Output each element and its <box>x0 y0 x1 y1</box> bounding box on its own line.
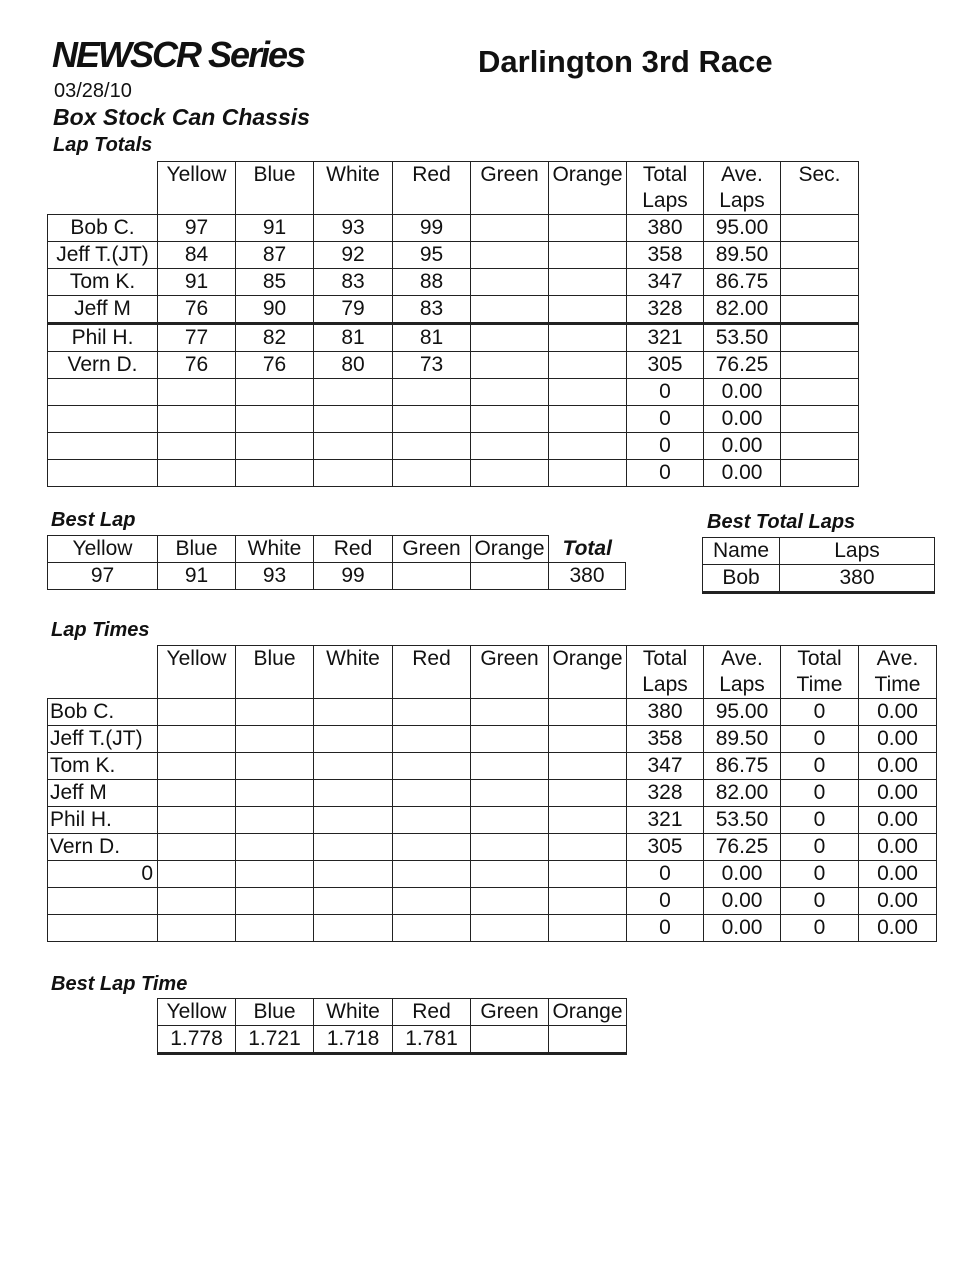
table-cell: 0.00 <box>704 460 781 487</box>
table-cell: 91 <box>236 215 314 242</box>
table-cell <box>158 406 236 433</box>
table-row <box>48 269 859 296</box>
table-cell: 97 <box>48 563 158 590</box>
table-cell: 0 <box>781 753 859 780</box>
racer-name <box>48 888 158 915</box>
table-cell: 93 <box>236 563 314 590</box>
table-cell: 0 <box>781 861 859 888</box>
table-cell: 83 <box>314 269 393 296</box>
table-cell: 0 <box>627 379 704 406</box>
table-cell <box>549 699 627 726</box>
table-cell <box>236 433 314 460</box>
column-header: Sec. <box>781 162 859 215</box>
table-row <box>48 888 937 915</box>
table-cell <box>236 915 314 942</box>
table-cell <box>158 888 236 915</box>
table-cell <box>549 242 627 269</box>
racer-name: Tom K. <box>48 269 158 296</box>
table-cell: 0.00 <box>859 834 937 861</box>
column-header: Blue <box>236 646 314 699</box>
table-cell: 95.00 <box>704 215 781 242</box>
table-cell: 0 <box>627 915 704 942</box>
table-cell <box>471 861 549 888</box>
racer-name <box>48 379 158 406</box>
table-cell <box>393 915 471 942</box>
table-cell: 0 <box>627 406 704 433</box>
table-cell: 1.778 <box>158 1026 236 1054</box>
table-cell <box>781 433 859 460</box>
table-cell: 92 <box>314 242 393 269</box>
column-header: Name <box>703 538 780 565</box>
table-cell: 380 <box>780 565 935 593</box>
table-cell: 86.75 <box>704 753 781 780</box>
table-cell <box>158 379 236 406</box>
best-total-laps-table <box>702 537 935 594</box>
table-cell: 0 <box>627 888 704 915</box>
table-cell <box>158 753 236 780</box>
table-cell: 0 <box>781 834 859 861</box>
table-cell <box>471 726 549 753</box>
table-cell <box>471 780 549 807</box>
table-cell <box>549 324 627 352</box>
table-cell <box>393 726 471 753</box>
table-cell <box>236 726 314 753</box>
table-cell <box>471 352 549 379</box>
racer-name: Bob C. <box>48 215 158 242</box>
column-header: White <box>314 646 393 699</box>
table-cell: 380 <box>627 699 704 726</box>
column-header: Ave. Laps <box>704 162 781 215</box>
table-row <box>48 296 859 324</box>
column-header: Orange <box>549 646 627 699</box>
column-header: Blue <box>236 999 314 1026</box>
column-header: White <box>236 536 314 563</box>
best-lap-table <box>47 535 626 590</box>
table-cell <box>158 807 236 834</box>
table-cell: 1.718 <box>314 1026 393 1054</box>
table-cell <box>393 780 471 807</box>
table-cell: 93 <box>314 215 393 242</box>
class-title: Box Stock Can Chassis <box>53 104 310 130</box>
table-cell: 1.781 <box>393 1026 471 1054</box>
table-cell: 0.00 <box>859 726 937 753</box>
race-title: Darlington 3rd Race <box>478 44 773 79</box>
table-cell <box>781 460 859 487</box>
table-cell: 0.00 <box>859 780 937 807</box>
table-row <box>48 563 626 590</box>
column-header: Yellow <box>158 646 236 699</box>
table-cell: 0 <box>781 915 859 942</box>
table-cell: 80 <box>314 352 393 379</box>
table-cell <box>471 406 549 433</box>
table-cell: 0.00 <box>859 699 937 726</box>
table-cell: 89.50 <box>704 242 781 269</box>
table-cell <box>471 460 549 487</box>
table-cell: 347 <box>627 269 704 296</box>
racer-name <box>48 433 158 460</box>
racer-name: Jeff T.(JT) <box>48 242 158 269</box>
table-cell: 305 <box>627 834 704 861</box>
table-cell <box>236 834 314 861</box>
table-cell <box>393 433 471 460</box>
table-cell <box>549 1026 627 1054</box>
best-lap-time-heading: Best Lap Time <box>51 973 188 995</box>
racer-name <box>48 406 158 433</box>
table-cell: 305 <box>627 352 704 379</box>
table-cell <box>158 834 236 861</box>
column-header: Yellow <box>158 162 236 215</box>
table-cell <box>314 834 393 861</box>
table-cell <box>781 406 859 433</box>
table-row <box>48 726 937 753</box>
table-cell <box>236 753 314 780</box>
table-row <box>48 215 859 242</box>
table-cell <box>393 861 471 888</box>
table-cell: 0.00 <box>704 888 781 915</box>
table-cell: 0 <box>627 460 704 487</box>
table-cell: 76 <box>158 352 236 379</box>
table-cell: 79 <box>314 296 393 324</box>
series-title: NEWSCR Series <box>52 34 305 75</box>
table-cell <box>158 460 236 487</box>
table-cell <box>471 807 549 834</box>
table-cell <box>158 699 236 726</box>
table-cell: 76.25 <box>704 352 781 379</box>
table-cell: 0 <box>781 888 859 915</box>
lap-times-table <box>47 645 937 942</box>
table-cell <box>471 433 549 460</box>
table-cell: 88 <box>393 269 471 296</box>
table-cell <box>158 915 236 942</box>
table-cell <box>549 352 627 379</box>
table-row <box>158 1026 627 1054</box>
table-cell <box>781 379 859 406</box>
column-header: White <box>314 999 393 1026</box>
table-row <box>703 565 935 593</box>
table-cell <box>314 861 393 888</box>
table-row <box>48 780 937 807</box>
racer-name: Tom K. <box>48 753 158 780</box>
table-cell: 0 <box>627 861 704 888</box>
column-header: Laps <box>780 538 935 565</box>
table-cell <box>471 242 549 269</box>
lap-times-heading: Lap Times <box>51 619 150 641</box>
table-cell: 84 <box>158 242 236 269</box>
table-cell <box>393 379 471 406</box>
best-lap-time-table <box>157 998 627 1055</box>
table-cell: 0 <box>781 807 859 834</box>
table-row <box>48 861 937 888</box>
table-row <box>48 242 859 269</box>
table-cell: 85 <box>236 269 314 296</box>
column-header: Red <box>393 646 471 699</box>
table-cell: 0.00 <box>859 861 937 888</box>
table-cell <box>781 242 859 269</box>
racer-name: 0 <box>48 861 158 888</box>
table-cell: 81 <box>314 324 393 352</box>
best-total-laps-heading: Best Total Laps <box>707 511 856 533</box>
table-cell: 99 <box>314 563 393 590</box>
table-cell <box>471 215 549 242</box>
racer-name: Jeff M <box>48 780 158 807</box>
table-cell: 0.00 <box>859 888 937 915</box>
table-cell <box>314 406 393 433</box>
table-cell <box>781 269 859 296</box>
table-row <box>48 379 859 406</box>
table-cell <box>314 915 393 942</box>
table-cell <box>781 352 859 379</box>
table-cell <box>549 379 627 406</box>
table-cell: 0 <box>781 780 859 807</box>
table-cell: 321 <box>627 324 704 352</box>
table-cell: 0 <box>781 726 859 753</box>
racer-name: Vern D. <box>48 834 158 861</box>
table-cell <box>471 915 549 942</box>
column-header: Red <box>314 536 393 563</box>
table-cell <box>549 753 627 780</box>
table-cell <box>393 699 471 726</box>
table-cell: 0.00 <box>859 915 937 942</box>
racer-name: Phil H. <box>48 807 158 834</box>
column-header: Blue <box>158 536 236 563</box>
lap-totals-heading: Lap Totals <box>53 134 153 156</box>
table-cell <box>314 753 393 780</box>
table-cell: 1.721 <box>236 1026 314 1054</box>
table-row <box>48 915 937 942</box>
table-cell: 91 <box>158 269 236 296</box>
table-cell: 0.00 <box>859 807 937 834</box>
table-cell <box>549 269 627 296</box>
table-cell: 328 <box>627 780 704 807</box>
table-cell: 53.50 <box>704 324 781 352</box>
column-header: Red <box>393 162 471 215</box>
column-header: Blue <box>236 162 314 215</box>
table-cell <box>236 888 314 915</box>
table-cell: 0.00 <box>859 753 937 780</box>
table-cell: 380 <box>627 215 704 242</box>
table-cell: 73 <box>393 352 471 379</box>
table-cell: 87 <box>236 242 314 269</box>
table-cell <box>314 699 393 726</box>
table-cell: 89.50 <box>704 726 781 753</box>
table-cell: 91 <box>158 563 236 590</box>
table-cell: 82.00 <box>704 296 781 324</box>
racer-name: Vern D. <box>48 352 158 379</box>
table-cell: 321 <box>627 807 704 834</box>
table-cell <box>393 888 471 915</box>
table-row <box>48 834 937 861</box>
table-cell: 76 <box>158 296 236 324</box>
column-header: Green <box>471 999 549 1026</box>
lap-totals-table <box>47 161 859 487</box>
table-cell: 358 <box>627 726 704 753</box>
table-cell <box>471 753 549 780</box>
table-row <box>48 807 937 834</box>
table-cell <box>549 780 627 807</box>
table-cell <box>158 780 236 807</box>
table-cell: 0.00 <box>704 433 781 460</box>
table-row <box>48 406 859 433</box>
table-cell: 81 <box>393 324 471 352</box>
table-cell <box>236 861 314 888</box>
table-cell: 358 <box>627 242 704 269</box>
table-cell <box>549 726 627 753</box>
column-header: Orange <box>549 999 627 1026</box>
column-header: Orange <box>549 162 627 215</box>
table-cell <box>314 780 393 807</box>
table-cell <box>471 699 549 726</box>
table-cell <box>393 563 471 590</box>
table-cell: 380 <box>549 563 626 590</box>
table-cell <box>471 888 549 915</box>
table-cell <box>314 888 393 915</box>
table-cell <box>549 915 627 942</box>
column-header: Green <box>471 162 549 215</box>
table-cell <box>549 433 627 460</box>
table-cell <box>471 1026 549 1054</box>
table-cell <box>781 296 859 324</box>
table-cell <box>236 406 314 433</box>
table-cell: 76 <box>236 352 314 379</box>
table-cell <box>549 296 627 324</box>
table-cell <box>314 460 393 487</box>
corner-cell <box>48 162 158 215</box>
table-cell <box>781 324 859 352</box>
racer-name: Phil H. <box>48 324 158 352</box>
column-header: Ave. Time <box>859 646 937 699</box>
column-header: Yellow <box>48 536 158 563</box>
table-cell: 77 <box>158 324 236 352</box>
table-cell: 95.00 <box>704 699 781 726</box>
table-cell <box>236 780 314 807</box>
table-cell <box>549 215 627 242</box>
table-cell: 76.25 <box>704 834 781 861</box>
table-cell <box>549 888 627 915</box>
table-cell <box>549 834 627 861</box>
table-cell: 347 <box>627 753 704 780</box>
table-row <box>48 753 937 780</box>
table-cell: 95 <box>393 242 471 269</box>
table-row <box>48 324 859 352</box>
table-cell: 0 <box>781 699 859 726</box>
table-cell: 99 <box>393 215 471 242</box>
table-cell: 82 <box>236 324 314 352</box>
table-cell <box>314 807 393 834</box>
table-cell: 0.00 <box>704 406 781 433</box>
best-lap-heading: Best Lap <box>51 509 136 531</box>
column-header: Ave. Laps <box>704 646 781 699</box>
racer-name: Jeff T.(JT) <box>48 726 158 753</box>
table-cell <box>781 215 859 242</box>
racer-name <box>48 460 158 487</box>
table-row <box>48 433 859 460</box>
table-cell <box>549 460 627 487</box>
table-cell: 53.50 <box>704 807 781 834</box>
column-header: Total Laps <box>627 162 704 215</box>
table-cell <box>393 834 471 861</box>
racer-name <box>48 915 158 942</box>
racer-name: Jeff M <box>48 296 158 324</box>
column-header: Orange <box>471 536 549 563</box>
table-row <box>48 699 937 726</box>
table-cell <box>471 269 549 296</box>
table-cell <box>549 807 627 834</box>
table-cell <box>549 861 627 888</box>
table-cell <box>471 296 549 324</box>
column-header: White <box>314 162 393 215</box>
table-cell: Bob <box>703 565 780 593</box>
table-cell <box>236 460 314 487</box>
race-date: 03/28/10 <box>54 80 132 102</box>
table-cell <box>236 379 314 406</box>
table-cell <box>393 807 471 834</box>
table-cell: 97 <box>158 215 236 242</box>
table-cell: 0.00 <box>704 379 781 406</box>
table-cell: 328 <box>627 296 704 324</box>
table-cell <box>471 379 549 406</box>
table-cell <box>393 753 471 780</box>
column-header: Total Laps <box>627 646 704 699</box>
table-cell: 0.00 <box>704 915 781 942</box>
corner-cell <box>48 646 158 699</box>
table-cell <box>314 726 393 753</box>
table-cell: 0 <box>627 433 704 460</box>
racer-name: Bob C. <box>48 699 158 726</box>
table-cell: 90 <box>236 296 314 324</box>
table-cell <box>393 460 471 487</box>
table-cell <box>471 834 549 861</box>
table-cell <box>158 726 236 753</box>
table-cell: 82.00 <box>704 780 781 807</box>
table-cell: 86.75 <box>704 269 781 296</box>
table-cell <box>236 699 314 726</box>
column-header: Total Time <box>781 646 859 699</box>
table-row <box>48 352 859 379</box>
table-cell <box>158 433 236 460</box>
table-row <box>48 460 859 487</box>
table-cell <box>314 379 393 406</box>
column-header: Red <box>393 999 471 1026</box>
table-cell <box>471 324 549 352</box>
column-header: Total <box>562 536 612 560</box>
table-cell <box>393 406 471 433</box>
table-cell <box>314 433 393 460</box>
column-header: Green <box>393 536 471 563</box>
table-cell <box>236 807 314 834</box>
table-cell: 83 <box>393 296 471 324</box>
column-header: Green <box>471 646 549 699</box>
table-cell <box>549 406 627 433</box>
table-cell <box>158 861 236 888</box>
table-cell <box>471 563 549 590</box>
table-cell: 0.00 <box>704 861 781 888</box>
column-header: Yellow <box>158 999 236 1026</box>
